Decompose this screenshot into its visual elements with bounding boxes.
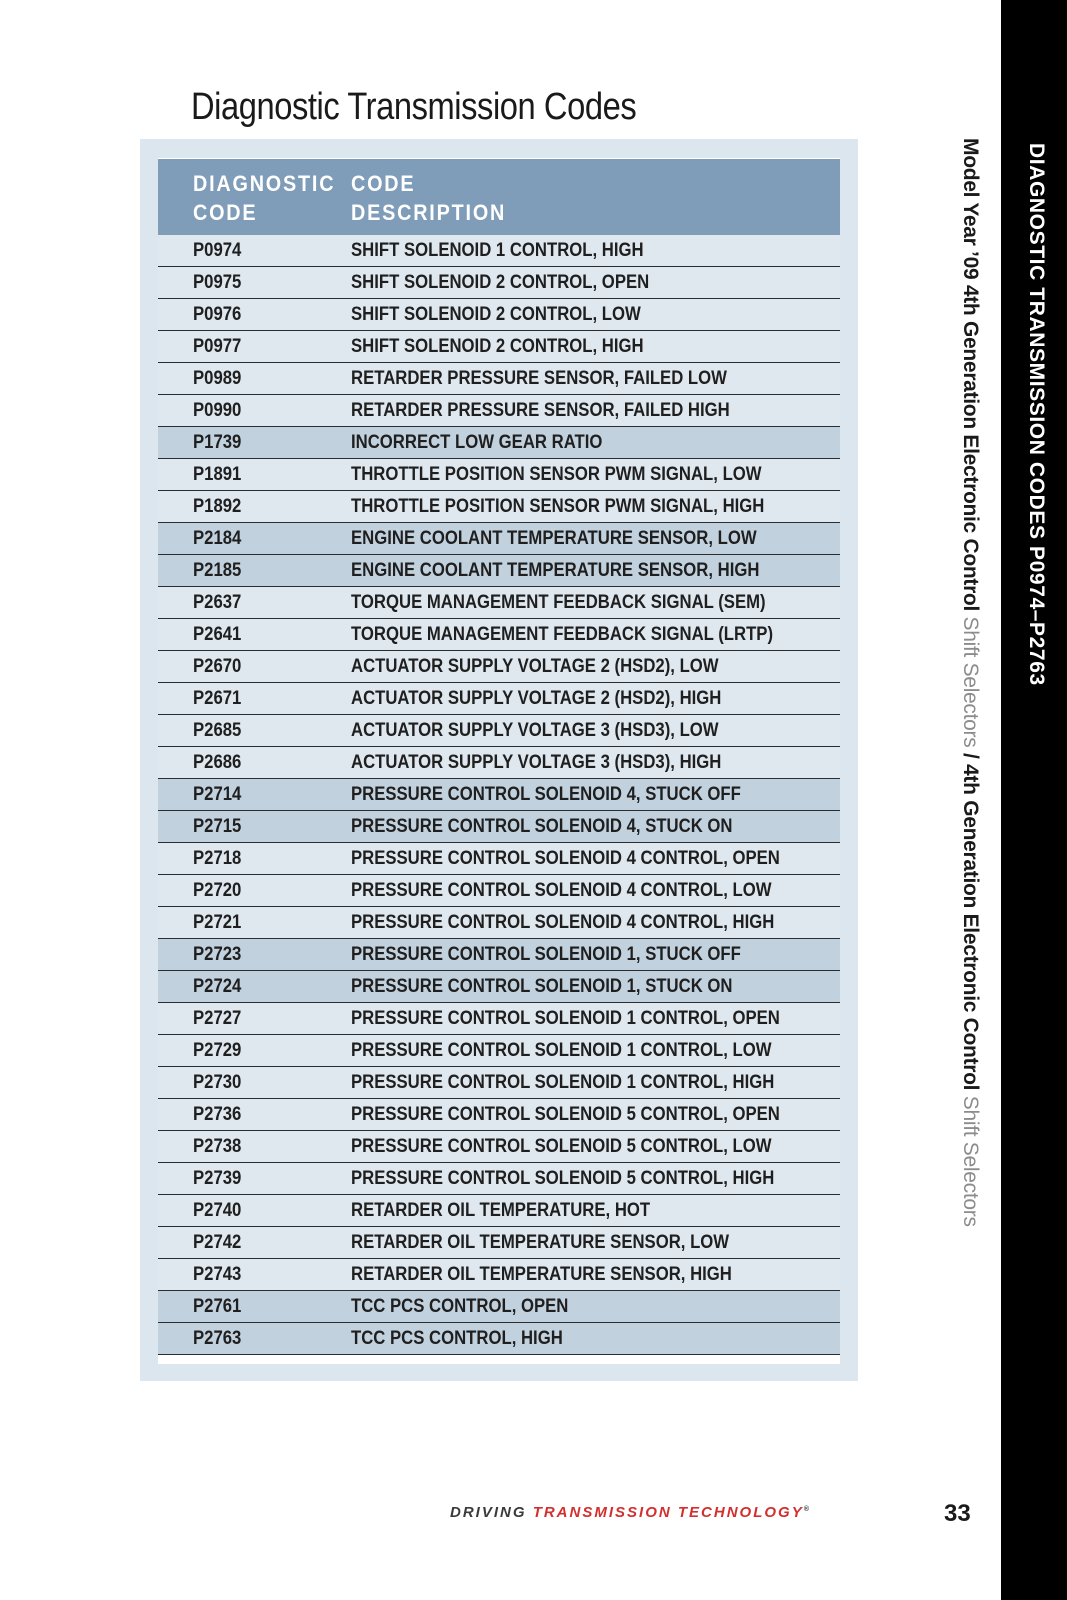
diagnostic-code: P2671 bbox=[193, 688, 242, 709]
code-description-cell bbox=[351, 363, 840, 395]
code-description: SHIFT SOLENOID 2 CONTROL, OPEN bbox=[351, 272, 650, 293]
diagnostic-code-cell bbox=[158, 1035, 351, 1067]
diagnostic-code-cell bbox=[158, 875, 351, 907]
code-description-cell bbox=[351, 715, 840, 747]
code-description-cell bbox=[351, 1227, 840, 1259]
code-description: ENGINE COOLANT TEMPERATURE SENSOR, LOW bbox=[351, 528, 757, 549]
diagnostic-code: P1892 bbox=[193, 496, 242, 517]
diagnostic-code: P2721 bbox=[193, 912, 242, 933]
diagnostic-code: P2184 bbox=[193, 528, 242, 549]
diagnostic-code: P2742 bbox=[193, 1232, 242, 1253]
diagnostic-code-cell bbox=[158, 1131, 351, 1163]
code-description-cell bbox=[351, 1131, 840, 1163]
code-description-cell bbox=[351, 1195, 840, 1227]
diagnostic-code-cell bbox=[158, 971, 351, 1003]
diagnostic-code-cell bbox=[158, 1323, 351, 1355]
table-row bbox=[158, 1067, 840, 1099]
code-description: TCC PCS CONTROL, HIGH bbox=[351, 1328, 563, 1349]
table-row bbox=[158, 459, 840, 491]
code-description-cell bbox=[351, 395, 840, 427]
table-row bbox=[158, 907, 840, 939]
diagnostic-code-cell bbox=[158, 491, 351, 523]
code-description-cell bbox=[351, 555, 840, 587]
code-description: PRESSURE CONTROL SOLENOID 4, STUCK ON bbox=[351, 816, 733, 837]
table-row bbox=[158, 683, 840, 715]
code-description-cell bbox=[351, 875, 840, 907]
table-row bbox=[158, 939, 840, 971]
code-description-cell bbox=[351, 267, 840, 299]
code-description: PRESSURE CONTROL SOLENOID 1 CONTROL, HIGH bbox=[351, 1072, 775, 1093]
table-row bbox=[158, 971, 840, 1003]
diagnostic-code-cell bbox=[158, 1227, 351, 1259]
code-description: TORQUE MANAGEMENT FEEDBACK SIGNAL (SEM) bbox=[351, 592, 766, 613]
side-subtitle-part1: Model Year ’09 4th Generation Electronic Control bbox=[959, 138, 982, 611]
table-row bbox=[158, 299, 840, 331]
code-description-cell bbox=[351, 779, 840, 811]
diagnostic-code: P0977 bbox=[193, 336, 242, 357]
diagnostic-code-cell bbox=[158, 715, 351, 747]
table-row bbox=[158, 587, 840, 619]
diagnostic-code-cell bbox=[158, 779, 351, 811]
diagnostic-code: P2720 bbox=[193, 880, 242, 901]
code-description: RETARDER PRESSURE SENSOR, FAILED LOW bbox=[351, 368, 728, 389]
code-description: TORQUE MANAGEMENT FEEDBACK SIGNAL (LRTP) bbox=[351, 624, 774, 645]
diagnostic-code: P2724 bbox=[193, 976, 242, 997]
diagnostic-code-cell bbox=[158, 299, 351, 331]
table-row bbox=[158, 1163, 840, 1195]
diagnostic-code: P2686 bbox=[193, 752, 242, 773]
side-tab-title: DIAGNOSTIC TRANSMISSION CODES P0974–P2763 bbox=[1025, 143, 1048, 686]
table-row bbox=[158, 523, 840, 555]
table-row bbox=[158, 235, 840, 267]
table-row bbox=[158, 875, 840, 907]
diagnostic-code-cell bbox=[158, 235, 351, 267]
header-desc-line2: DESCRIPTION bbox=[351, 200, 507, 225]
diagnostic-code-cell bbox=[158, 811, 351, 843]
code-description-cell bbox=[351, 1067, 840, 1099]
code-description: INCORRECT LOW GEAR RATIO bbox=[351, 432, 603, 453]
diagnostic-code: P2723 bbox=[193, 944, 242, 965]
diagnostic-code: P2670 bbox=[193, 656, 242, 677]
code-description: PRESSURE CONTROL SOLENOID 5 CONTROL, OPEN bbox=[351, 1104, 781, 1125]
table-row bbox=[158, 1099, 840, 1131]
code-description-cell bbox=[351, 619, 840, 651]
diagnostic-code: P2738 bbox=[193, 1136, 242, 1157]
code-description: ACTUATOR SUPPLY VOLTAGE 2 (HSD2), HIGH bbox=[351, 688, 722, 709]
code-description: THROTTLE POSITION SENSOR PWM SIGNAL, LOW bbox=[351, 464, 762, 485]
codes-table-body bbox=[158, 235, 840, 1355]
page-title: Diagnostic Transmission Codes bbox=[191, 86, 637, 128]
diagnostic-code-cell bbox=[158, 587, 351, 619]
code-description-cell bbox=[351, 427, 840, 459]
code-description: ACTUATOR SUPPLY VOLTAGE 3 (HSD3), HIGH bbox=[351, 752, 722, 773]
diagnostic-code: P2740 bbox=[193, 1200, 242, 1221]
table-row bbox=[158, 747, 840, 779]
code-description-cell bbox=[351, 971, 840, 1003]
table-header-row bbox=[158, 159, 840, 235]
diagnostic-code-cell bbox=[158, 1259, 351, 1291]
diagnostic-code-cell bbox=[158, 459, 351, 491]
table-row bbox=[158, 1131, 840, 1163]
code-description-cell bbox=[351, 1035, 840, 1067]
code-description: SHIFT SOLENOID 1 CONTROL, HIGH bbox=[351, 240, 644, 261]
code-description-cell bbox=[351, 1259, 840, 1291]
diagnostic-code: P0976 bbox=[193, 304, 242, 325]
diagnostic-code: P2736 bbox=[193, 1104, 242, 1125]
diagnostic-code: P2727 bbox=[193, 1008, 242, 1029]
code-description-cell bbox=[351, 523, 840, 555]
side-subtitle-part4: Shift Selectors bbox=[959, 1095, 982, 1227]
diagnostic-code: P0975 bbox=[193, 272, 242, 293]
diagnostic-code: P2714 bbox=[193, 784, 242, 805]
code-description-cell bbox=[351, 747, 840, 779]
diagnostic-code: P2637 bbox=[193, 592, 242, 613]
table-row bbox=[158, 427, 840, 459]
table-row bbox=[158, 1195, 840, 1227]
diagnostic-code: P2185 bbox=[193, 560, 242, 581]
diagnostic-code-cell bbox=[158, 523, 351, 555]
code-description: PRESSURE CONTROL SOLENOID 1, STUCK OFF bbox=[351, 944, 741, 965]
code-description: RETARDER PRESSURE SENSOR, FAILED HIGH bbox=[351, 400, 730, 421]
header-diagnostic-code bbox=[158, 159, 351, 235]
code-description-cell bbox=[351, 1323, 840, 1355]
code-description: PRESSURE CONTROL SOLENOID 4 CONTROL, HIGH bbox=[351, 912, 775, 933]
code-description-cell bbox=[351, 843, 840, 875]
diagnostic-code: P2743 bbox=[193, 1264, 242, 1285]
code-description-cell bbox=[351, 299, 840, 331]
diagnostic-code-cell bbox=[158, 683, 351, 715]
diagnostic-code: P0974 bbox=[193, 240, 242, 261]
diagnostic-code-cell bbox=[158, 555, 351, 587]
table-row bbox=[158, 1259, 840, 1291]
header-code-description bbox=[351, 159, 840, 235]
code-description-cell bbox=[351, 907, 840, 939]
code-description-cell bbox=[351, 235, 840, 267]
diagnostic-code-cell bbox=[158, 1195, 351, 1227]
diagnostic-code-cell bbox=[158, 907, 351, 939]
table-row bbox=[158, 1035, 840, 1067]
diagnostic-code-cell bbox=[158, 427, 351, 459]
code-description: PRESSURE CONTROL SOLENOID 5 CONTROL, LOW bbox=[351, 1136, 772, 1157]
table-row bbox=[158, 619, 840, 651]
diagnostic-code: P2685 bbox=[193, 720, 242, 741]
header-code-line2: CODE bbox=[193, 200, 258, 225]
table-row bbox=[158, 1227, 840, 1259]
side-subtitle-part2: Shift Selectors bbox=[959, 616, 982, 748]
diagnostic-code-cell bbox=[158, 395, 351, 427]
diagnostic-code: P2730 bbox=[193, 1072, 242, 1093]
code-description: RETARDER OIL TEMPERATURE, HOT bbox=[351, 1200, 651, 1221]
diagnostic-code-cell bbox=[158, 939, 351, 971]
code-description-cell bbox=[351, 1003, 840, 1035]
diagnostic-code-cell bbox=[158, 363, 351, 395]
diagnostic-code: P1891 bbox=[193, 464, 242, 485]
diagnostic-code-cell bbox=[158, 1067, 351, 1099]
page-number: 33 bbox=[944, 1500, 971, 1527]
footer-registered-mark: ® bbox=[803, 1506, 811, 1513]
code-description: THROTTLE POSITION SENSOR PWM SIGNAL, HIGH bbox=[351, 496, 765, 517]
diagnostic-code-cell bbox=[158, 843, 351, 875]
diagnostic-code-cell bbox=[158, 619, 351, 651]
code-description-cell bbox=[351, 1099, 840, 1131]
codes-table bbox=[158, 159, 840, 1355]
diagnostic-code-cell bbox=[158, 1163, 351, 1195]
code-description: PRESSURE CONTROL SOLENOID 4 CONTROL, LOW bbox=[351, 880, 772, 901]
code-description: ENGINE COOLANT TEMPERATURE SENSOR, HIGH bbox=[351, 560, 760, 581]
code-description: ACTUATOR SUPPLY VOLTAGE 2 (HSD2), LOW bbox=[351, 656, 719, 677]
diagnostic-code-cell bbox=[158, 747, 351, 779]
footer-driving: DRIVING bbox=[450, 1504, 533, 1521]
code-description-cell bbox=[351, 331, 840, 363]
code-description: RETARDER OIL TEMPERATURE SENSOR, LOW bbox=[351, 1232, 730, 1253]
diagnostic-code-cell bbox=[158, 1291, 351, 1323]
diagnostic-code: P2729 bbox=[193, 1040, 242, 1061]
diagnostic-code-cell bbox=[158, 331, 351, 363]
side-subtitle bbox=[958, 138, 982, 1227]
code-description: PRESSURE CONTROL SOLENOID 4 CONTROL, OPEN bbox=[351, 848, 781, 869]
table-row bbox=[158, 555, 840, 587]
table-row bbox=[158, 331, 840, 363]
diagnostic-code: P0990 bbox=[193, 400, 242, 421]
table-row bbox=[158, 395, 840, 427]
code-description: ACTUATOR SUPPLY VOLTAGE 3 (HSD3), LOW bbox=[351, 720, 719, 741]
code-description-cell bbox=[351, 651, 840, 683]
diagnostic-code: P2739 bbox=[193, 1168, 242, 1189]
code-description: SHIFT SOLENOID 2 CONTROL, HIGH bbox=[351, 336, 644, 357]
code-description-cell bbox=[351, 1291, 840, 1323]
diagnostic-code: P2715 bbox=[193, 816, 242, 837]
table-row bbox=[158, 811, 840, 843]
header-desc-line1: CODE bbox=[351, 171, 416, 196]
table-row bbox=[158, 779, 840, 811]
code-description: PRESSURE CONTROL SOLENOID 1 CONTROL, LOW bbox=[351, 1040, 772, 1061]
header-code-line1: DIAGNOSTIC bbox=[193, 171, 336, 196]
code-description-cell bbox=[351, 811, 840, 843]
table-row bbox=[158, 651, 840, 683]
table-row bbox=[158, 491, 840, 523]
code-description-cell bbox=[351, 683, 840, 715]
code-description-cell bbox=[351, 1163, 840, 1195]
diagnostic-code-cell bbox=[158, 267, 351, 299]
footer-brand-name: TRANSMISSION TECHNOLOGY bbox=[532, 1504, 804, 1521]
code-description-cell bbox=[351, 459, 840, 491]
table-row bbox=[158, 1323, 840, 1355]
diagnostic-code-cell bbox=[158, 1003, 351, 1035]
footer-brand bbox=[450, 1504, 811, 1521]
table-row bbox=[158, 267, 840, 299]
table-row bbox=[158, 363, 840, 395]
diagnostic-code: P2718 bbox=[193, 848, 242, 869]
table-row bbox=[158, 715, 840, 747]
diagnostic-code: P2641 bbox=[193, 624, 242, 645]
code-description-cell bbox=[351, 491, 840, 523]
diagnostic-code: P1739 bbox=[193, 432, 242, 453]
table-row bbox=[158, 1291, 840, 1323]
code-description: PRESSURE CONTROL SOLENOID 1 CONTROL, OPEN bbox=[351, 1008, 781, 1029]
diagnostic-code: P2761 bbox=[193, 1296, 242, 1317]
code-description: TCC PCS CONTROL, OPEN bbox=[351, 1296, 569, 1317]
table-row bbox=[158, 1003, 840, 1035]
diagnostic-code: P2763 bbox=[193, 1328, 242, 1349]
table-row bbox=[158, 843, 840, 875]
diagnostic-code: P0989 bbox=[193, 368, 242, 389]
code-description-cell bbox=[351, 939, 840, 971]
side-subtitle-part3: / 4th Generation Electronic Control bbox=[959, 747, 982, 1091]
code-description: PRESSURE CONTROL SOLENOID 1, STUCK ON bbox=[351, 976, 733, 997]
diagnostic-code-cell bbox=[158, 651, 351, 683]
code-description: PRESSURE CONTROL SOLENOID 5 CONTROL, HIGH bbox=[351, 1168, 775, 1189]
code-description: RETARDER OIL TEMPERATURE SENSOR, HIGH bbox=[351, 1264, 732, 1285]
code-description: PRESSURE CONTROL SOLENOID 4, STUCK OFF bbox=[351, 784, 741, 805]
diagnostic-code-cell bbox=[158, 1099, 351, 1131]
code-description-cell bbox=[351, 587, 840, 619]
code-description: SHIFT SOLENOID 2 CONTROL, LOW bbox=[351, 304, 641, 325]
